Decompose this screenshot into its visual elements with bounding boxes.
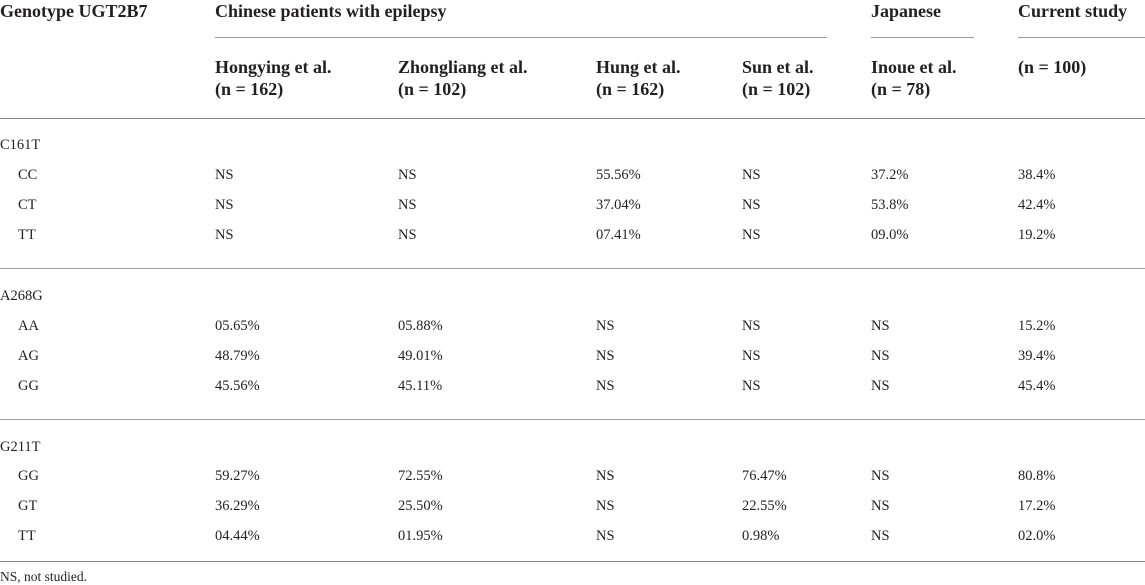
table-cell: NS (871, 528, 890, 544)
table-cell: 49.01% (398, 348, 443, 364)
snp-label-c161t: C161T (0, 137, 41, 153)
genotype-column-header: Genotype UGT2B7 (0, 1, 148, 21)
section-divider (0, 268, 1145, 269)
table-cell: 37.04% (596, 197, 641, 213)
study-n: (n = 102) (742, 79, 811, 99)
genotype-label: AA (18, 318, 39, 334)
table-cell: 55.56% (596, 167, 641, 183)
table-cell: 04.44% (215, 528, 260, 544)
table-bottom-rule (0, 561, 1145, 562)
study-header-hung (596, 56, 681, 100)
genotype-label: GT (18, 498, 38, 514)
genotype-label: GG (18, 378, 39, 394)
table-cell: NS (398, 167, 417, 183)
table-cell: 15.2% (1018, 318, 1056, 334)
snp-label-a268g: A268G (0, 288, 43, 304)
table-cell: NS (871, 498, 890, 514)
table-cell: NS (596, 528, 615, 544)
header-bottom-rule (0, 118, 1145, 119)
study-header-current (1018, 56, 1086, 78)
table-cell: 01.95% (398, 528, 443, 544)
genotype-label: CC (18, 167, 38, 183)
table-cell: 38.4% (1018, 167, 1056, 183)
table-cell: NS (742, 197, 761, 213)
genotype-label: AG (18, 348, 39, 364)
table-cell: 72.55% (398, 468, 443, 484)
table-cell: NS (871, 468, 890, 484)
chinese-group-header: Chinese patients with epilepsy (215, 1, 447, 21)
table-cell: 59.27% (215, 468, 260, 484)
table-cell: 39.4% (1018, 348, 1056, 364)
table-cell: 48.79% (215, 348, 260, 364)
table-cell: NS (742, 318, 761, 334)
study-n: (n = 162) (596, 79, 665, 99)
table-cell: 42.4% (1018, 197, 1056, 213)
current-study-group-header: Current study (1018, 1, 1128, 21)
table-cell: 19.2% (1018, 227, 1056, 243)
table-cell: 36.29% (215, 498, 260, 514)
table-cell: NS (596, 498, 615, 514)
table-cell: 07.41% (596, 227, 641, 243)
table-cell: NS (215, 197, 234, 213)
genotype-label: TT (18, 528, 36, 544)
table-cell: 80.8% (1018, 468, 1056, 484)
study-header-zhongliang (398, 56, 528, 100)
snp-label-g211t: G211T (0, 439, 41, 455)
table-footnote: NS, not studied. (0, 569, 88, 584)
study-header-sun (742, 56, 814, 100)
table-cell: NS (215, 167, 234, 183)
study-n: (n = 78) (871, 79, 931, 99)
japanese-group-header: Japanese (871, 1, 942, 21)
current-study-group-underline (1018, 37, 1145, 38)
study-header-inoue (871, 56, 957, 100)
table-cell: 09.0% (871, 227, 909, 243)
table-cell: 17.2% (1018, 498, 1056, 514)
genotype-label: CT (18, 197, 37, 213)
table-cell: 76.47% (742, 468, 787, 484)
genotype-label: TT (18, 227, 36, 243)
table-cell: 25.50% (398, 498, 443, 514)
table-cell: NS (596, 348, 615, 364)
table-cell: 0.98% (742, 528, 780, 544)
table-cell: 45.4% (1018, 378, 1056, 394)
table-cell: NS (398, 197, 417, 213)
table-cell: 53.8% (871, 197, 909, 213)
study-name: Zhongliang et al. (398, 57, 528, 77)
table-cell: NS (742, 378, 761, 394)
table-cell: NS (742, 348, 761, 364)
table-cell: 22.55% (742, 498, 787, 514)
table-cell: NS (871, 318, 890, 334)
table-cell: NS (596, 318, 615, 334)
table-cell: NS (742, 167, 761, 183)
study-n: (n = 102) (398, 79, 467, 99)
table-cell: NS (871, 348, 890, 364)
genotype-label: GG (18, 468, 39, 484)
table-cell: 45.11% (398, 378, 443, 394)
section-divider (0, 419, 1145, 420)
table-cell: NS (398, 227, 417, 243)
table-cell: 05.88% (398, 318, 443, 334)
study-name: Inoue et al. (871, 57, 957, 77)
japanese-group-underline (871, 37, 974, 38)
study-name: Hung et al. (596, 57, 681, 77)
table-cell: NS (871, 378, 890, 394)
table-cell: 02.0% (1018, 528, 1056, 544)
table-cell: 37.2% (871, 167, 909, 183)
table-cell: 05.65% (215, 318, 260, 334)
study-name: Sun et al. (742, 57, 814, 77)
table-cell: NS (596, 378, 615, 394)
study-n: (n = 162) (215, 79, 284, 99)
table-cell: 45.56% (215, 378, 260, 394)
table-cell: NS (215, 227, 234, 243)
table-cell: NS (596, 468, 615, 484)
study-n: (n = 100) (1018, 57, 1087, 77)
study-name: Hongying et al. (215, 57, 332, 77)
table-cell: NS (742, 227, 761, 243)
chinese-group-underline (215, 37, 827, 38)
study-header-hongying (215, 56, 332, 100)
